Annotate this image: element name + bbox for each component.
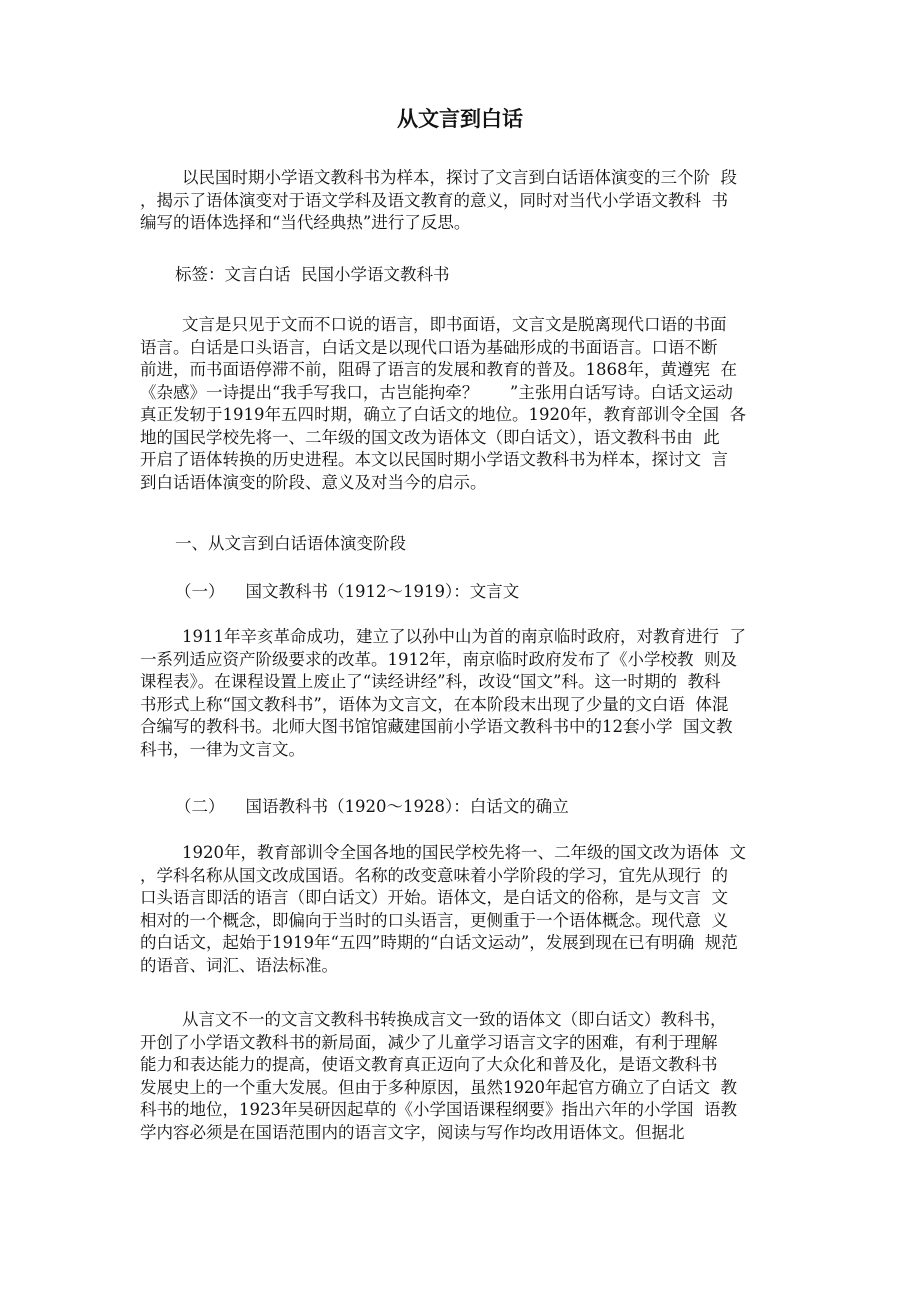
- text-line: 到白话语体演变的阶段、意义及对当今的启示。: [140, 472, 487, 492]
- text-line: 开启了语体转换的历史进程。本文以民国时期小学语文教科书为样本，探讨文 言: [140, 450, 728, 469]
- text-line: 开创了小学语文教科书的新局面，减少了儿童学习语言文字的困难，有利于理解: [140, 1032, 718, 1052]
- page-title: 从文言到白话: [397, 106, 523, 131]
- text-line: 一系列适应资产阶级要求的改革。1912年，南京临时政府发布了《小学校教 则及: [140, 649, 737, 669]
- subsection-heading: （一） 国文教科书（1912～1919）：文言文: [175, 582, 520, 601]
- subsection-2-paragraph: [140, 842, 800, 977]
- tags-text: 标签：文言白话 民国小学语文教科书: [175, 265, 450, 284]
- subsection-1-paragraph: [140, 626, 800, 761]
- section-heading: 一、从文言到白话语体演变阶段: [175, 534, 406, 553]
- text-line: 口头语言即活的语言（即白话文）开始。语体文，是白话文的俗称，是与文言 文: [140, 888, 728, 907]
- text-line: ，揭示了语体演变对于语文学科及语文教育的意义，同时对当代小学语文教科 书: [140, 190, 728, 210]
- intro-paragraph: [140, 314, 800, 494]
- text-line: 书形式上称“国文教科书”，语体为文言文，在本阶段末出现了少量的文白语 体混: [140, 694, 729, 714]
- text-line: 语言。白话是口头语言，白话文是以现代口语为基础形成的书面语言。口语不断: [140, 337, 718, 357]
- text-line: 以民国时期小学语文教科书为样本，探讨了文言到白话语体演变的三个阶 段: [140, 168, 737, 187]
- text-line: 1920年，教育部训令全国各地的国民学校先将一、二年级的国文改为语体 文: [140, 843, 746, 862]
- text-line: 相对的一个概念，即偏向于当时的口头语言，更侧重于一个语体概念。现代意 义: [140, 910, 728, 930]
- text-line: 1911年辛亥革命成功，建立了以孙中山为首的南京临时政府，对教育进行 了: [140, 627, 746, 646]
- text-line: 文言是只见于文而不口说的语言，即书面语，文言文是脱离现代口语的书面: [140, 315, 727, 334]
- text-line: 真正发轫于1919年五四时期，确立了白话文的地位。1920年，教育部训令全国 各: [140, 405, 746, 424]
- text-line: ，学科名称从国文改成国语。名称的改变意味着小学阶段的学习，宜先从现行 的: [140, 865, 728, 885]
- text-line: 《杂感》一诗提出“我手写我口，古岂能拘牵？ ”主张用白话写诗。白话文运动: [140, 382, 733, 402]
- text-line: 发展史上的一个重大发展。但由于多种原因，虽然1920年起官方确立了白话文 教: [140, 1077, 737, 1097]
- final-paragraph: [140, 1009, 800, 1144]
- text-line: 合编写的教科书。北师大图书馆馆藏建国前小学语文教科书中的12套小学 国文教: [140, 717, 733, 736]
- tags-line: [140, 264, 800, 287]
- text-line: 课程表》。在课程设置上废止了“读经讲经”科，改设“国文”科。这一时期的 教科: [140, 672, 721, 691]
- text-line: 的语音、词汇、语法标准。: [140, 955, 338, 975]
- text-line: 的白话文，起始于1919年“五四”時期的“白话文运动”，发展到现在已有明确 规范: [140, 933, 738, 952]
- text-line: 地的国民学校先将一、二年级的国文改为语体文（即白话文），语文教科书由 此: [140, 427, 720, 447]
- abstract-paragraph: [140, 167, 800, 235]
- text-line: 能力和表达能力的提高，使语文教育真正迈向了大众化和普及化，是语文教科书: [140, 1055, 718, 1074]
- text-line: 编写的语体选择和“当代经典热”进行了反思。: [140, 213, 471, 232]
- text-line: 前进，而书面语停滞不前，阻碍了语言的发展和教育的普及。1868年，黄遵宪 在: [140, 360, 737, 379]
- text-line: 科书的地位，1923年吴研因起草的《小学国语课程纲要》指出六年的小学国 语教: [140, 1100, 737, 1119]
- text-line: 科书，一律为文言文。: [140, 739, 305, 759]
- subsection-heading: （二） 国语教科书（1920～1928）：白话文的确立: [175, 797, 569, 816]
- text-line: 学内容必须是在国语范围内的语言文字，阅读与写作均改用语体文。但据北: [140, 1122, 685, 1142]
- text-line: 从言文不一的文言文教科书转换成言文一致的语体文（即白话文）教科书，: [140, 1010, 727, 1029]
